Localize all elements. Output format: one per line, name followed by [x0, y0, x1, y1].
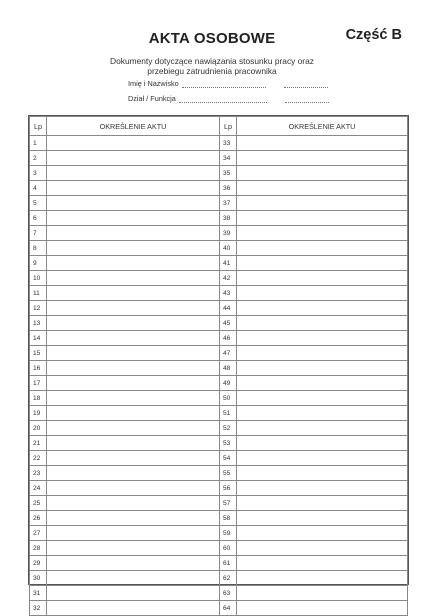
act-description-cell-left[interactable] [47, 601, 220, 616]
name-field-line[interactable] [182, 81, 266, 88]
act-description-cell-left[interactable] [47, 151, 220, 166]
act-description-cell-left[interactable] [47, 421, 220, 436]
row-number-left: 2 [30, 151, 47, 166]
act-description-cell-right[interactable] [237, 481, 408, 496]
act-description-cell-right[interactable] [237, 361, 408, 376]
act-description-cell-right[interactable] [237, 556, 408, 571]
part-label: Część B [345, 27, 402, 43]
table-row [30, 286, 408, 301]
row-number-left: 16 [30, 361, 47, 376]
table-row [30, 211, 408, 226]
row-number-right: 62 [220, 571, 237, 586]
act-description-cell-right[interactable] [237, 316, 408, 331]
row-number-left: 23 [30, 466, 47, 481]
row-number-right: 50 [220, 391, 237, 406]
row-number-right: 54 [220, 451, 237, 466]
table-row [30, 511, 408, 526]
table-row [30, 361, 408, 376]
subtitle-line-2: przebiegu zatrudnienia pracownika [147, 65, 277, 76]
act-description-cell-left[interactable] [47, 211, 220, 226]
act-description-cell-right[interactable] [237, 391, 408, 406]
row-number-left: 10 [30, 271, 47, 286]
row-number-right: 38 [220, 211, 237, 226]
act-description-cell-left[interactable] [47, 181, 220, 196]
row-number-right: 63 [220, 586, 237, 601]
header-lp-left: Lp [30, 117, 47, 136]
row-number-left: 31 [30, 586, 47, 601]
row-number-right: 35 [220, 166, 237, 181]
act-description-cell-right[interactable] [237, 211, 408, 226]
table-row [30, 436, 408, 451]
act-description-cell-left[interactable] [47, 346, 220, 361]
row-number-left: 17 [30, 376, 47, 391]
row-number-right: 47 [220, 346, 237, 361]
table-row [30, 496, 408, 511]
header-desc-left: OKREŚLENIE AKTU [47, 117, 220, 136]
table-row [30, 481, 408, 496]
row-number-right: 34 [220, 151, 237, 166]
act-description-cell-left[interactable] [47, 376, 220, 391]
row-number-left: 20 [30, 421, 47, 436]
row-number-right: 36 [220, 181, 237, 196]
row-number-left: 27 [30, 526, 47, 541]
table-body [30, 136, 408, 616]
act-description-cell-right[interactable] [237, 301, 408, 316]
act-description-cell-right[interactable] [237, 181, 408, 196]
row-number-right: 56 [220, 481, 237, 496]
table-row [30, 556, 408, 571]
act-description-cell-left[interactable] [47, 571, 220, 586]
act-description-cell-right[interactable] [237, 331, 408, 346]
row-number-right: 37 [220, 196, 237, 211]
act-description-cell-left[interactable] [47, 541, 220, 556]
act-description-cell-right[interactable] [237, 166, 408, 181]
table-row [30, 316, 408, 331]
row-number-left: 12 [30, 301, 47, 316]
act-description-cell-right[interactable] [237, 571, 408, 586]
row-number-right: 53 [220, 436, 237, 451]
act-description-cell-right[interactable] [237, 241, 408, 256]
row-number-right: 52 [220, 421, 237, 436]
row-number-left: 30 [30, 571, 47, 586]
act-description-cell-right[interactable] [237, 196, 408, 211]
row-number-right: 44 [220, 301, 237, 316]
dept-field[interactable] [128, 94, 329, 103]
row-number-right: 41 [220, 256, 237, 271]
act-description-cell-left[interactable] [47, 286, 220, 301]
row-number-left: 14 [30, 331, 47, 346]
document-title: AKTA OSOBOWE [148, 30, 276, 47]
row-number-left: 26 [30, 511, 47, 526]
row-number-right: 60 [220, 541, 237, 556]
act-description-cell-right[interactable] [237, 586, 408, 601]
row-number-left: 22 [30, 451, 47, 466]
table-row [30, 151, 408, 166]
table-row [30, 196, 408, 211]
row-number-left: 15 [30, 346, 47, 361]
row-number-right: 57 [220, 496, 237, 511]
act-description-cell-left[interactable] [47, 241, 220, 256]
act-description-cell-right[interactable] [237, 451, 408, 466]
table-row [30, 226, 408, 241]
table-row [30, 421, 408, 436]
act-description-cell-left[interactable] [47, 226, 220, 241]
act-description-cell-right[interactable] [237, 151, 408, 166]
act-description-cell-left[interactable] [47, 271, 220, 286]
act-description-cell-right[interactable] [237, 496, 408, 511]
act-description-cell-left[interactable] [47, 136, 220, 151]
act-description-cell-right[interactable] [237, 436, 408, 451]
table-row [30, 346, 408, 361]
table-row [30, 601, 408, 616]
table-row [30, 571, 408, 586]
table-row [30, 136, 408, 151]
records-table [28, 115, 409, 612]
table-row [30, 301, 408, 316]
row-number-left: 11 [30, 286, 47, 301]
act-description-cell-right[interactable] [237, 286, 408, 301]
row-number-right: 64 [220, 601, 237, 616]
table-row [30, 466, 408, 481]
row-number-left: 18 [30, 391, 47, 406]
act-description-cell-right[interactable] [237, 601, 408, 616]
name-field[interactable] [128, 79, 328, 88]
row-number-right: 43 [220, 286, 237, 301]
act-description-cell-right[interactable] [237, 406, 408, 421]
subtitle-line-1: Dokumenty dotyczące nawiązania stosunku pracy oraz [110, 56, 314, 66]
act-description-cell-right[interactable] [237, 511, 408, 526]
table-row [30, 256, 408, 271]
row-number-left: 28 [30, 541, 47, 556]
row-number-left: 24 [30, 481, 47, 496]
table-row [30, 271, 408, 286]
row-number-left: 8 [30, 241, 47, 256]
row-number-right: 61 [220, 556, 237, 571]
dept-field-line-2[interactable] [285, 96, 329, 103]
act-description-cell-right[interactable] [237, 466, 408, 481]
row-number-right: 49 [220, 376, 237, 391]
table-row [30, 406, 408, 421]
dept-field-line[interactable] [179, 96, 267, 103]
name-field-line-2[interactable] [284, 81, 328, 88]
row-number-right: 51 [220, 406, 237, 421]
act-description-cell-left[interactable] [47, 586, 220, 601]
row-number-left: 32 [30, 601, 47, 616]
act-description-cell-left[interactable] [47, 526, 220, 541]
act-description-cell-left[interactable] [47, 391, 220, 406]
act-description-cell-right[interactable] [237, 136, 408, 151]
act-description-cell-left[interactable] [47, 166, 220, 181]
row-number-right: 33 [220, 136, 237, 151]
row-number-left: 7 [30, 226, 47, 241]
act-description-cell-right[interactable] [237, 541, 408, 556]
table-row [30, 526, 408, 541]
header-lp-right: Lp [220, 117, 237, 136]
row-number-right: 40 [220, 241, 237, 256]
dept-field-label: Dział / Funkcja [128, 94, 176, 103]
row-number-left: 29 [30, 556, 47, 571]
row-number-right: 42 [220, 271, 237, 286]
act-description-cell-right[interactable] [237, 226, 408, 241]
header-desc-right: OKREŚLENIE AKTU [237, 117, 408, 136]
act-description-cell-left[interactable] [47, 556, 220, 571]
table-row [30, 391, 408, 406]
table-row [30, 451, 408, 466]
row-number-right: 39 [220, 226, 237, 241]
act-description-cell-left[interactable] [47, 496, 220, 511]
row-number-left: 19 [30, 406, 47, 421]
row-number-left: 9 [30, 256, 47, 271]
act-description-cell-left[interactable] [47, 406, 220, 421]
table-row [30, 331, 408, 346]
act-description-cell-right[interactable] [237, 346, 408, 361]
act-description-cell-left[interactable] [47, 196, 220, 211]
act-description-cell-left[interactable] [47, 451, 220, 466]
row-number-right: 48 [220, 361, 237, 376]
table-row [30, 376, 408, 391]
act-description-cell-right[interactable] [237, 421, 408, 436]
row-number-right: 59 [220, 526, 237, 541]
row-number-left: 21 [30, 436, 47, 451]
table-row [30, 241, 408, 256]
row-number-right: 45 [220, 316, 237, 331]
act-description-cell-left[interactable] [47, 301, 220, 316]
row-number-left: 25 [30, 496, 47, 511]
act-description-cell-right[interactable] [237, 256, 408, 271]
row-number-right: 58 [220, 511, 237, 526]
act-description-cell-left[interactable] [47, 316, 220, 331]
act-description-cell-left[interactable] [47, 481, 220, 496]
table-row [30, 181, 408, 196]
table-row [30, 586, 408, 601]
act-description-cell-left[interactable] [47, 361, 220, 376]
act-description-cell-left[interactable] [47, 436, 220, 451]
act-description-cell-right[interactable] [237, 526, 408, 541]
row-number-left: 5 [30, 196, 47, 211]
row-number-left: 4 [30, 181, 47, 196]
row-number-left: 1 [30, 136, 47, 151]
row-number-left: 13 [30, 316, 47, 331]
act-description-cell-left[interactable] [47, 466, 220, 481]
table-header-row [30, 117, 408, 136]
act-description-cell-left[interactable] [47, 331, 220, 346]
act-description-cell-right[interactable] [237, 271, 408, 286]
records-grid [29, 116, 408, 616]
row-number-left: 6 [30, 211, 47, 226]
row-number-right: 46 [220, 331, 237, 346]
act-description-cell-left[interactable] [47, 256, 220, 271]
table-row [30, 166, 408, 181]
row-number-right: 55 [220, 466, 237, 481]
row-number-left: 3 [30, 166, 47, 181]
table-row [30, 541, 408, 556]
act-description-cell-right[interactable] [237, 376, 408, 391]
document-subtitle [0, 57, 424, 76]
act-description-cell-left[interactable] [47, 511, 220, 526]
name-field-label: Imię i Nazwisko [128, 79, 179, 88]
